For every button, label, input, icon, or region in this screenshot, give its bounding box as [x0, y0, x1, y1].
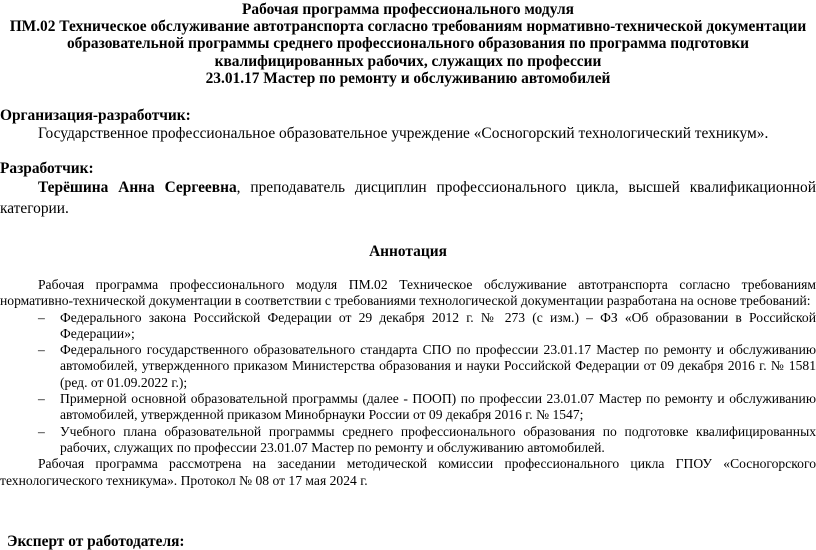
title-line-2: ПМ.02 Техническое обслуживание автотранспорта согласно требованиям нормативно-технической документации: [9, 18, 807, 36]
annotation-heading: Аннотация: [369, 243, 447, 260]
dash-bullet: –: [38, 309, 45, 325]
expert-heading: Эксперт от работодателя:: [7, 533, 185, 550]
requirements-list: [0, 310, 816, 457]
title-line-4: квалифицированных рабочих, служащих по профессии: [214, 52, 602, 70]
title-line-5: 23.01.17 Мастер по ремонту и обслуживанию автомобилей: [205, 69, 611, 87]
annotation-closing: Рабочая программа рассмотрена на заседании методической комиссии профессионального цикла ГПОУ «Сосногорского технологического техникума». Протокол № 08 от 17 мая 2024 г.: [0, 456, 816, 488]
dash-bullet: –: [38, 342, 45, 358]
developer-paragraph: [0, 177, 816, 219]
dash-bullet: –: [38, 391, 45, 407]
list-item: – Примерной основной образовательной программы (далее - ПООП) по профессии 23.01.07 Мастер по ремонту и обслуживанию автомобилей, утвержденной приказом Минобрнауки России от 09 декабря 2016 г. № 1547;: [38, 391, 816, 423]
annotation-intro: Рабочая программа профессионального модуля ПМ.02 Техническое обслуживание автотранспорта согласно требованиям нормативно-технической документации в соответствии с требованиями технологической документации разработана на основе требований:: [0, 277, 816, 309]
developer-heading: Разработчик:: [0, 160, 94, 177]
developer-description: , преподаватель дисциплин профессионального цикла, высшей квалификационной категории.: [0, 179, 816, 217]
dash-bullet: –: [38, 423, 45, 439]
organization-text: Государственное профессиональное образовательное учреждение «Сосногорский технологический техникум».: [38, 125, 769, 142]
annotation-body: [0, 277, 816, 489]
title-line-3: образовательной программы среднего профессионального образования по программа подготовки: [66, 35, 750, 53]
title-line-1: Рабочая программа профессионального модуля: [242, 1, 574, 18]
list-item: – Федерального закона Российской Федерации от 29 декабря 2012 г. № 273 (с изм.) – ФЗ «Об образовании в Российской Федерации»;: [38, 309, 816, 341]
document-title: [0, 1, 816, 87]
developer-name: Терёшина Анна Сергеевна: [38, 179, 237, 196]
list-item: – Учебного плана образовательной программы среднего профессионального образования по подготовке квалифицированных рабочих, служащих по профессии 23.01.07 Мастер по ремонту и обслуживанию автомобилей.: [38, 423, 816, 455]
list-item: – Федерального государственного образовательного стандарта СПО по профессии 23.01.17 Мастер по ремонту и обслуживанию автомобилей, утвержденного приказом Министерства образования и науки Российской Федерации от 09 декабря 2016 г. № 1581 (ред. от 01.09.2022 г.);: [38, 342, 816, 390]
organization-heading: Организация-разработчик:: [0, 107, 191, 124]
